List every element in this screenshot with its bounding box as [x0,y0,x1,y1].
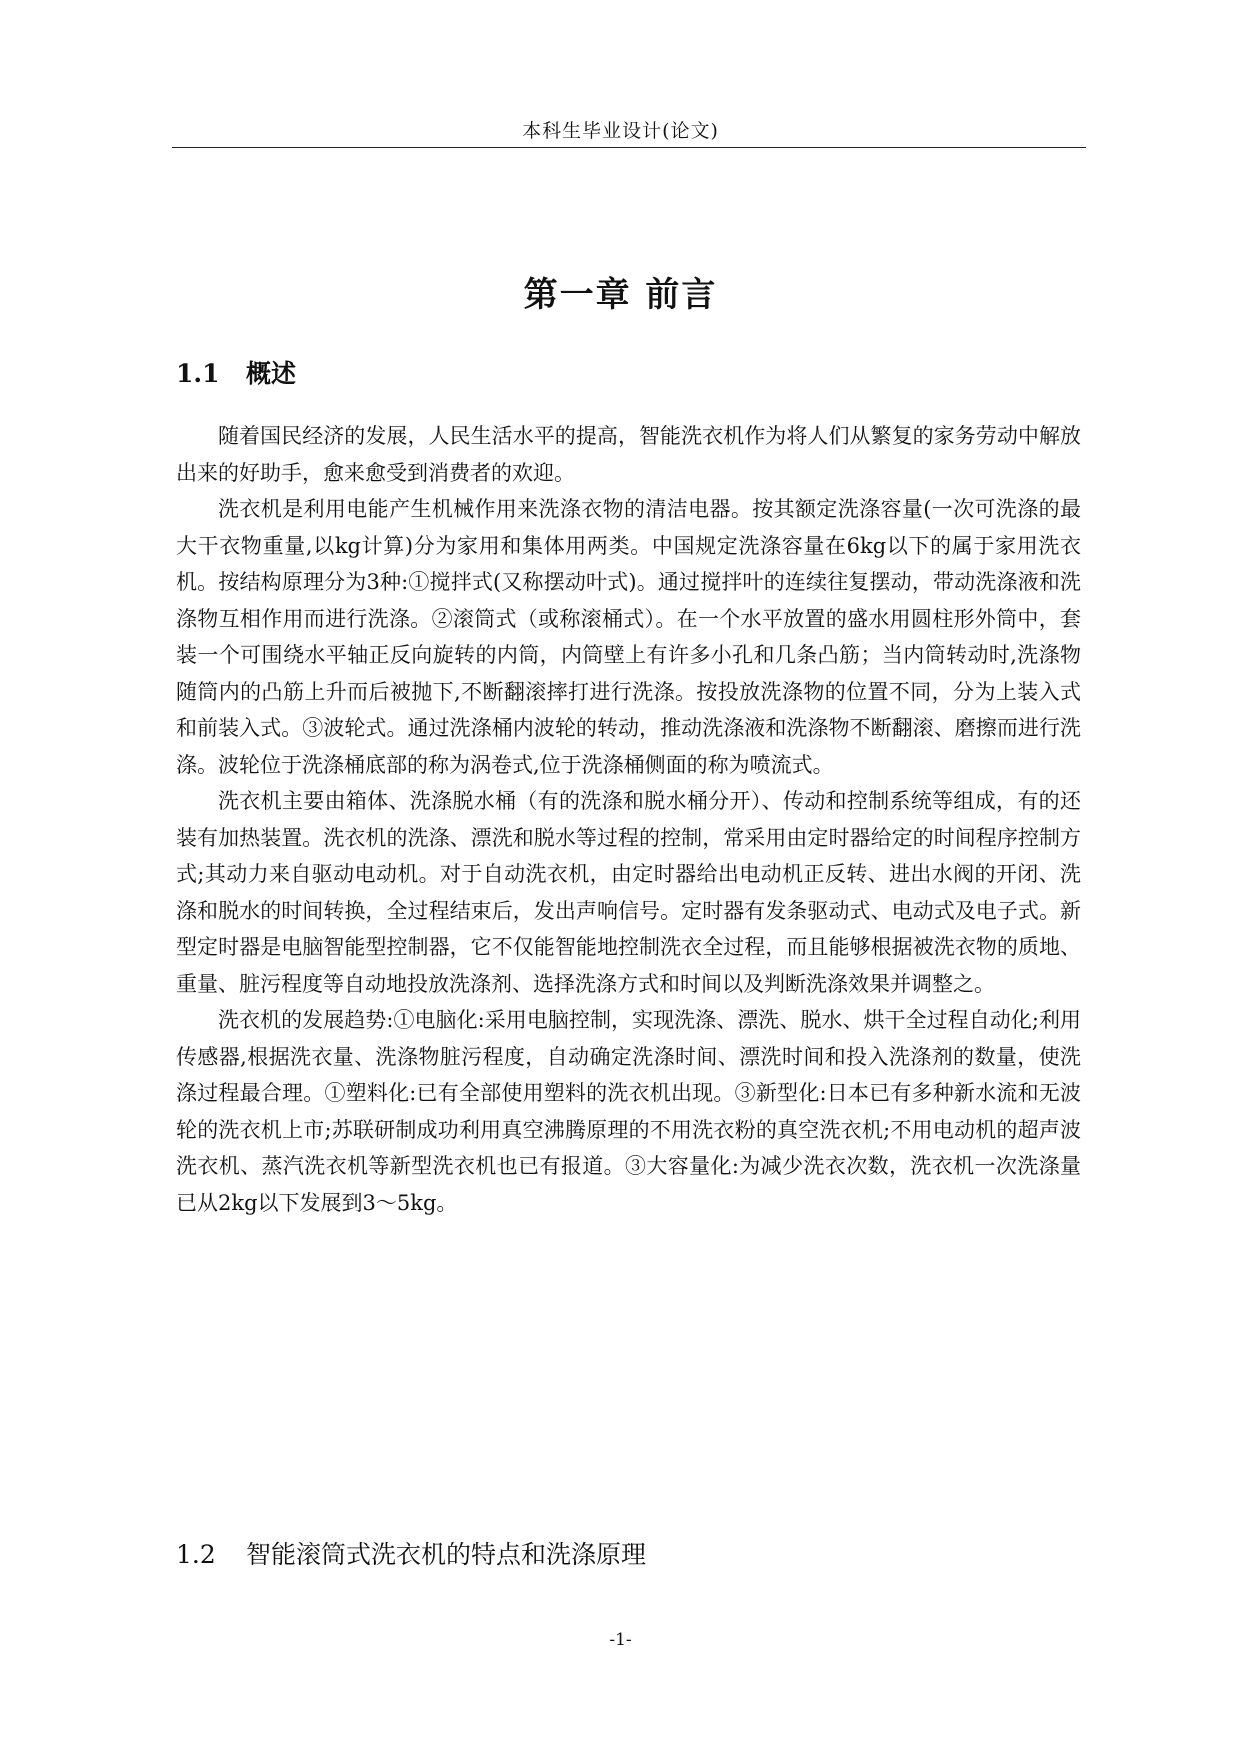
paragraph: 洗衣机主要由箱体、洗涤脱水桶（有的洗涤和脱水桶分开）、传动和控制系统等组成，有的还装有加热装置。洗衣机的洗涤、漂洗和脱水等过程的控制，常采用由定时器给定的时间程序控制方式;其动力来自驱动电动机。对于自动洗衣机，由定时器给出电动机正反转、进出水阀的开闭、洗涤和脱水的时间转换，全过程结束后，发出声响信号。定时器有发条驱动式、电动式及电子式。新型定时器是电脑智能型控制器，它不仅能智能地控制洗衣全过程，而且能够根据被洗衣物的质地、重量、脏污程度等自动地投放洗涤剂、选择洗涤方式和时间以及判断洗涤效果并调整之。 [176,789,1081,996]
paragraph: 洗衣机是利用电能产生机械作用来洗涤衣物的清洁电器。按其额定洗涤容量(一次可洗涤的最大干衣物重量,以kg计算)分为家用和集体用两类。中国规定洗涤容量在6kg以下的属于家用洗衣机。按结构原理分为3种:①搅拌式(又称摆动叶式)。通过搅拌叶的连续往复摆动，带动洗涤液和洗涤物互相作用而进行洗涤。②滚筒式（或称滚桶式）。在一个水平放置的盛水用圆柱形外筒中，套装一个可围绕水平轴正反向旋转的内筒，内筒壁上有许多小孔和几条凸筋；当内筒转动时,洗涤物随筒内的凸筋上升而后被抛下,不断翻滚摔打进行洗涤。按投放洗涤物的位置不同，分为上装入式和前装入式。③波轮式。通过洗涤桶内波轮的转动，推动洗涤液和洗涤物不断翻滚、磨擦而进行洗涤。波轮位于洗涤桶底部的称为涡卷式,位于洗涤桶侧面的称为喷流式。 [176,497,1081,777]
header-rule [172,147,1086,148]
section-number: 1.1 [176,359,220,388]
body-text [176,418,1081,1221]
chapter-title: 第一章 前言 [523,275,718,315]
page-number: -1- [609,1630,632,1650]
paragraph: 随着国民经济的发展，人民生活水平的提高，智能洗衣机作为将人们从繁复的家务劳动中解放出来的好助手，愈来愈受到消费者的欢迎。 [176,424,1081,485]
section-number: 1.2 [176,1540,216,1569]
paragraph: 洗衣机的发展趋势:①电脑化:采用电脑控制，实现洗涤、漂洗、脱水、烘干全过程自动化;利用传感器,根据洗衣量、洗涤物脏污程度，自动确定洗涤时间、漂洗时间和投入洗涤剂的数量，使洗涤过程最合理。①塑料化:已有全部使用塑料的洗衣机出现。③新型化:日本已有多种新水流和无波轮的洗衣机上市;苏联研制成功利用真空沸腾原理的不用洗衣粉的真空洗衣机;不用电动机的超声波洗衣机、蒸汽洗衣机等新型洗衣机也已有报道。③大容量化:为减少洗衣次数，洗衣机一次洗涤量已从2kg以下发展到3～5kg。 [176,1008,1081,1215]
section-heading-1-2 [176,1535,646,1571]
running-header: 本科生毕业设计(论文) [522,120,719,142]
section-heading-1-1 [176,354,296,390]
section-title-text: 智能滚筒式洗衣机的特点和洗涤原理 [246,1540,647,1569]
section-title-text: 概述 [246,359,297,388]
